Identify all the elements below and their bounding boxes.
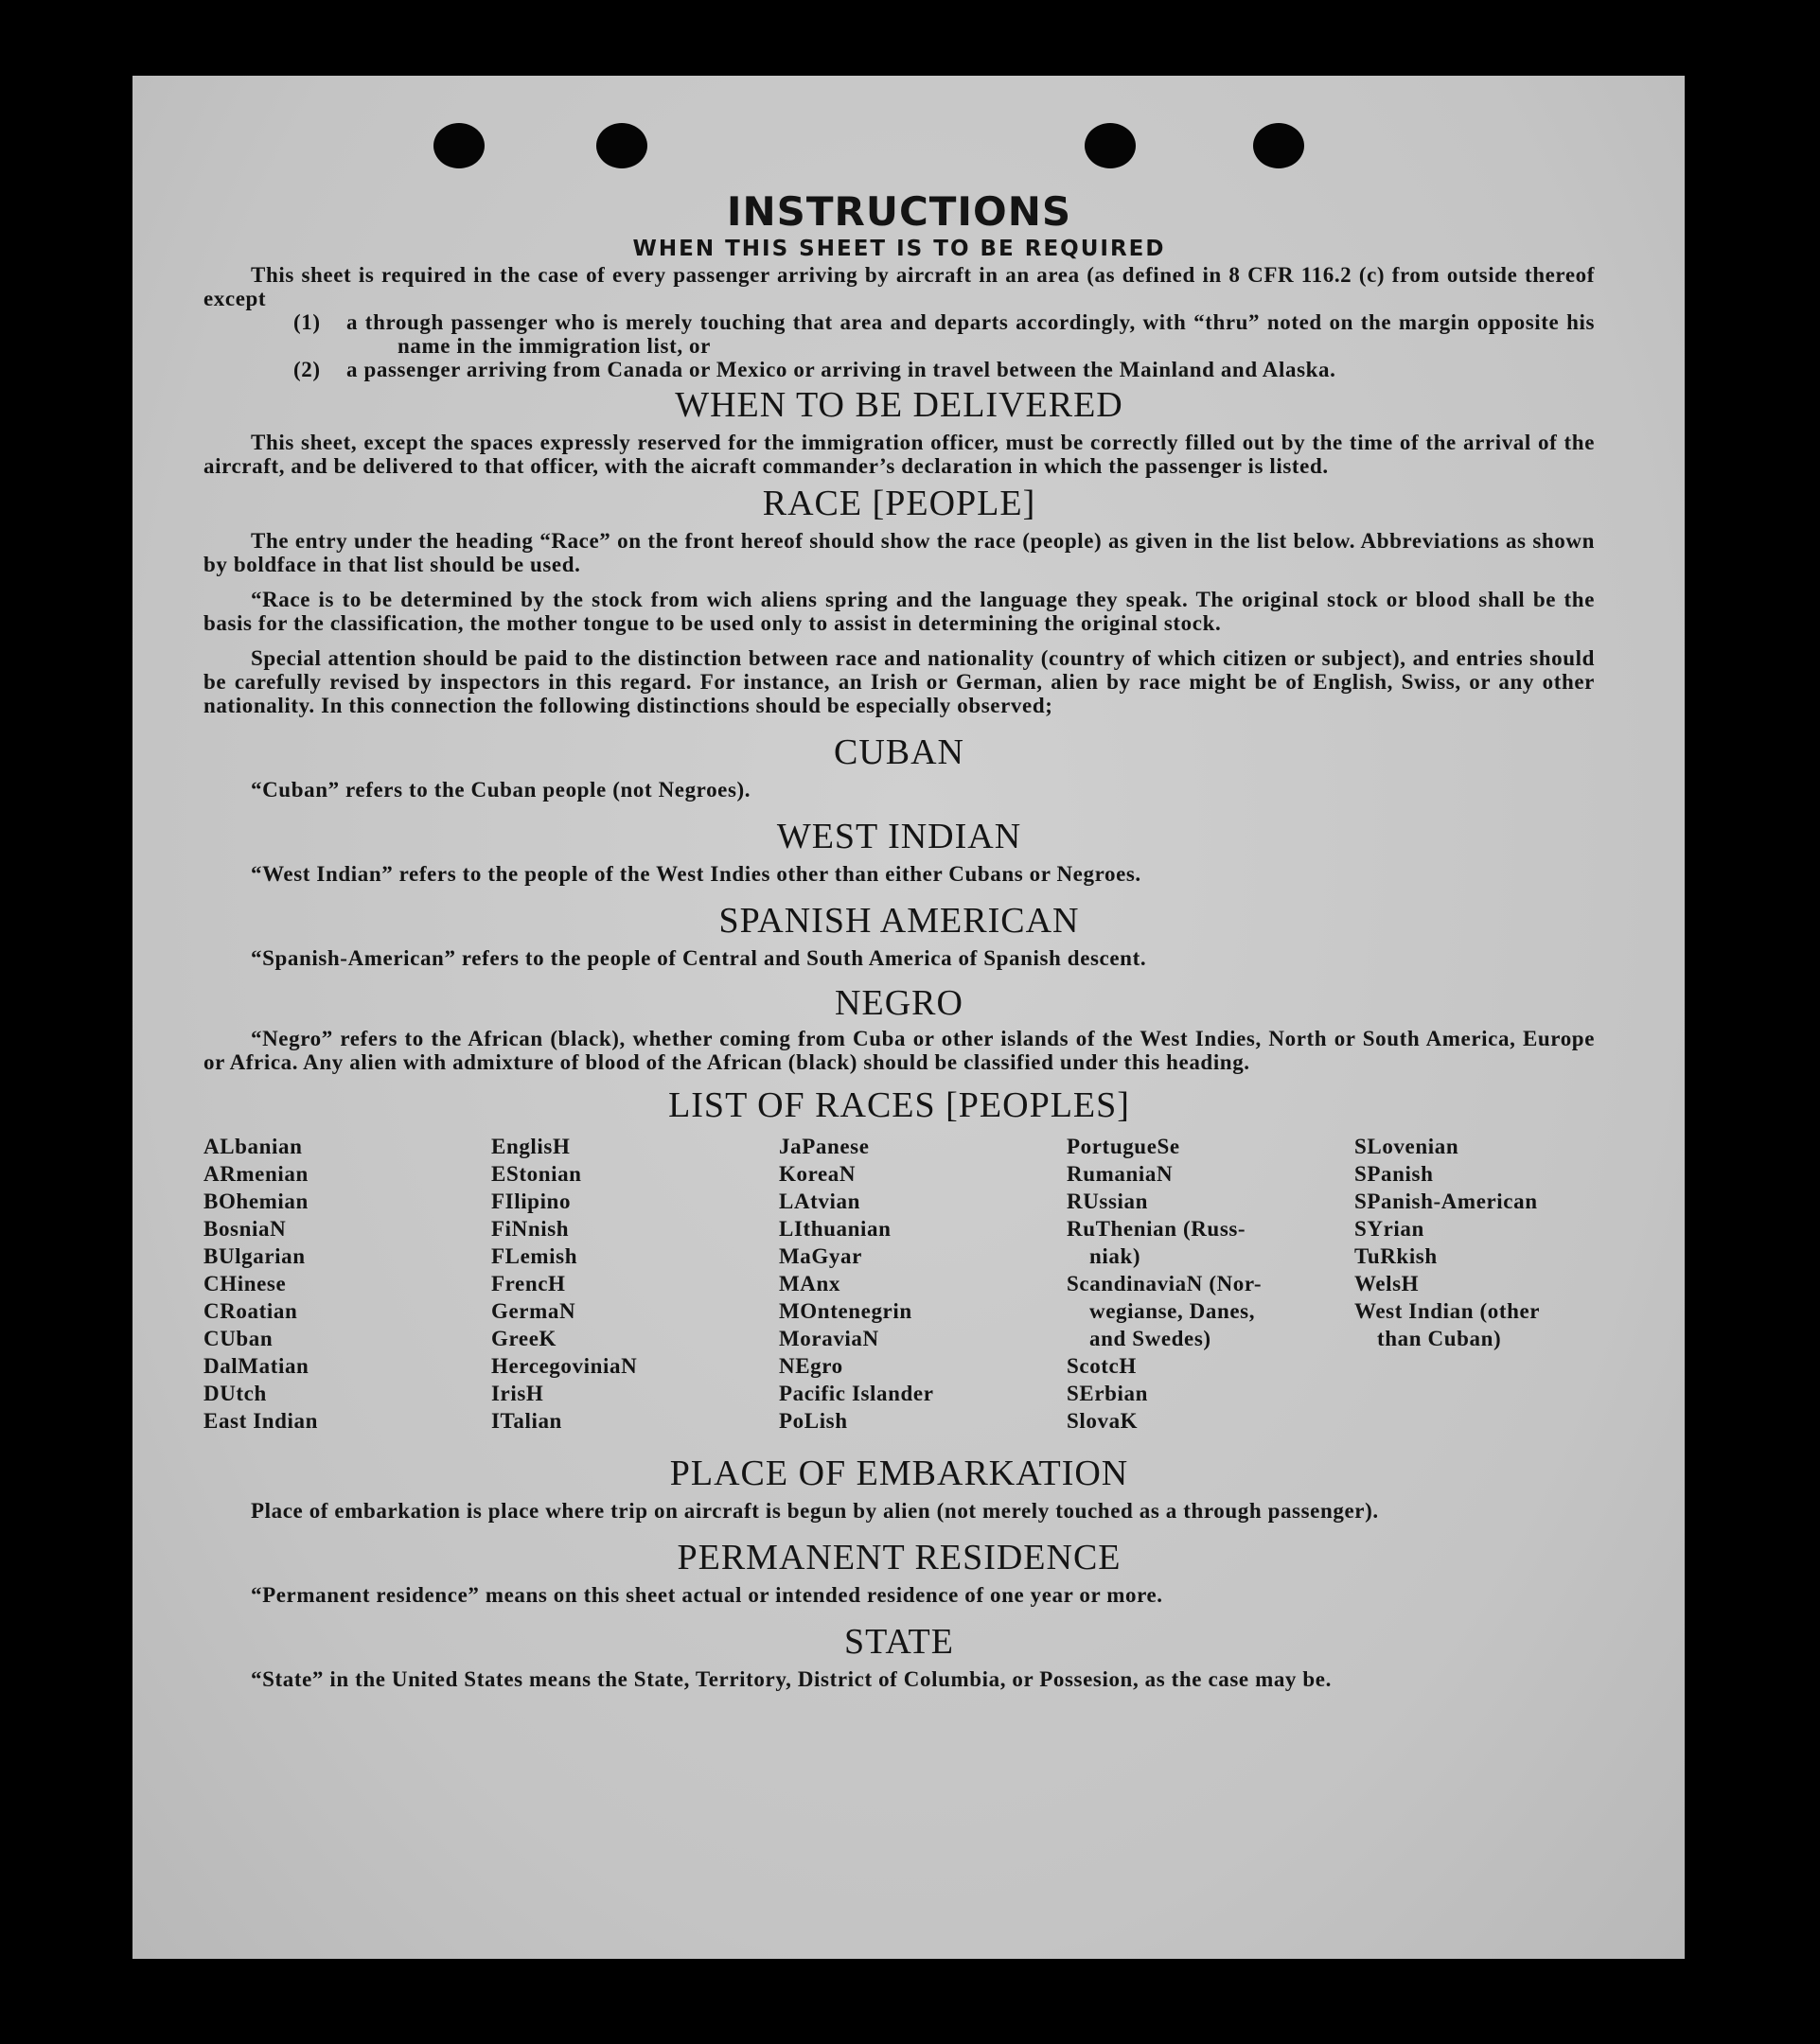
race-entry: SPanish-American [1354,1189,1538,1213]
race-entry: SErbian [1067,1382,1149,1405]
race-entry: BUlgarian [203,1244,306,1268]
race-entry: SPanish [1354,1162,1434,1186]
section-heading-spanish-american: SPANISH AMERICAN [718,901,1080,941]
race-entry: LAtvian [779,1189,860,1213]
race-entry: CHinese [203,1272,287,1295]
race-entry: JaPanese [779,1135,870,1158]
document-sheet [133,76,1685,1959]
race-entry: RumaniaN [1067,1162,1174,1186]
race-paragraph: Special attention should be paid to the distinction between race and nationality (country of which citizen or subject), and entries should be carefully revised by inspectors in this regard. For instance, an Irish or German, alien by race might be of English, Swiss, or any other nationality. In this connection the following distinctions should be especially observed; [203,646,1595,717]
section-heading-negro: NEGRO [835,983,963,1023]
race-entry: FrencH [491,1272,566,1295]
exception-item [203,358,1595,381]
race-entry: NEgro [779,1354,843,1378]
section-heading-delivered: WHEN TO BE DELIVERED [675,385,1123,425]
race-entry: DalMatian [203,1354,309,1378]
race-entry: Pacific Islander [779,1382,934,1405]
punch-hole [433,123,485,168]
race-paragraph: “Race is to be determined by the stock from wich aliens spring and the language they speak. The original stock or blood shall be the basis for the classification, the mother tongue to be used only to assist in determining the original stock. [203,588,1595,635]
section-heading-west-indian: WEST INDIAN [776,817,1022,856]
races-column [491,1133,779,1435]
race-entry: IrisH [491,1382,544,1405]
section-heading-cuban: CUBAN [833,732,965,772]
race-entry: PortugueSe [1067,1135,1180,1158]
cuban-text: “Cuban” refers to the Cuban people (not Negroes). [251,778,751,802]
race-entry: FLemish [491,1244,578,1268]
exception-item [203,310,1595,358]
spanish-american-text: “Spanish-American” refers to the people of Central and South America of Spanish descent. [251,946,1147,970]
race-entry: CUban [203,1327,274,1350]
race-paragraph: The entry under the heading “Race” on the front hereof should show the race (people) as given in the list below. Abbreviations as shown by boldface in that list should be used. [203,529,1595,576]
race-entry: ScandinaviaN (Nor- [1067,1272,1263,1295]
section-heading-required: WHEN THIS SHEET IS TO BE REQUIRED [632,237,1166,261]
race-entry: HercegoviniaN [491,1354,638,1378]
race-entry: SLovenian [1354,1135,1459,1158]
race-entry: BOhemian [203,1189,309,1213]
negro-text: “Negro” refers to the African (black), whether coming from Cuba or other islands of the West Indies, North or South America, Europe or Africa. Any alien with admixture of blood of the African (black) should be classified under this heading. [203,1027,1595,1074]
race-entry: FIlipino [491,1189,572,1213]
section-heading-residence: PERMANENT RESIDENCE [677,1538,1122,1577]
punch-hole [596,123,647,168]
race-entry: niak) [1089,1244,1141,1268]
embarkation-text: Place of embarkation is place where trip on aircraft is begun by alien (not merely touched as a through passenger). [251,1499,1379,1523]
race-entry: EStonian [491,1162,582,1186]
race-entry: GreeK [491,1327,557,1350]
punch-hole [1085,123,1136,168]
race-entry: TuRkish [1354,1244,1438,1268]
races-column [779,1133,1067,1435]
race-entry: FiNnish [491,1217,570,1241]
exception-text: a through passenger who is merely touching that area and departs accordingly, with “thru” noted on the margin opposite his name in the immigration list, or [346,310,1595,358]
race-entry: RuThenian (Russ- [1067,1217,1246,1241]
required-intro: This sheet is required in the case of every passenger arriving by aircraft in an area (as defined in 8 CFR 116.2 (c) from outside thereof except [203,263,1595,310]
race-entry: and Swedes) [1089,1327,1211,1350]
race-entry: KoreaN [779,1162,857,1186]
race-entry: wegianse, Danes, [1089,1299,1256,1323]
race-entry: LIthuanian [779,1217,892,1241]
race-entry: East Indian [203,1409,319,1433]
residence-text: “Permanent residence” means on this sheet actual or intended residence of one year or more. [251,1583,1163,1607]
race-entry: DUtch [203,1382,267,1405]
race-entry: ITalian [491,1409,562,1433]
race-entry: ALbanian [203,1135,303,1158]
races-column [203,1133,491,1435]
punch-hole [1253,123,1304,168]
race-entry: MOntenegrin [779,1299,912,1323]
page-title: INSTRUCTIONS [726,188,1072,235]
races-column [1354,1133,1600,1435]
exception-number: (2) [293,358,321,381]
section-heading-embarkation: PLACE OF EMBARKATION [669,1454,1129,1493]
race-entry: SYrian [1354,1217,1424,1241]
west-indian-text: “West Indian” refers to the people of the West Indies other than either Cubans or Negroes. [251,862,1141,886]
races-column [1067,1133,1354,1435]
race-entry: GermaN [491,1299,576,1323]
state-text: “State” in the United States means the State, Territory, District of Columbia, or Possesion, as the case may be. [251,1667,1332,1691]
race-entry: EnglisH [491,1135,571,1158]
section-heading-races-list: LIST OF RACES [PEOPLES] [668,1085,1130,1125]
race-entry: ScotcH [1067,1354,1137,1378]
race-entry: CRoatian [203,1299,298,1323]
race-entry: SlovaK [1067,1409,1139,1433]
race-entry: West Indian (other [1354,1299,1541,1323]
section-heading-state: STATE [844,1622,954,1662]
race-entry: ARmenian [203,1162,309,1186]
delivered-text: This sheet, except the spaces expressly reserved for the immigration officer, must be correctly filled out by the time of the arrival of the aircraft, and be delivered to that officer, with the aicraft commander’s declaration in which the passenger is listed. [203,431,1595,478]
race-entry: than Cuban) [1377,1327,1502,1350]
race-entry: MoraviaN [779,1327,879,1350]
race-entry: BosniaN [203,1217,287,1241]
exception-number: (1) [293,310,321,334]
race-entry: MaGyar [779,1244,862,1268]
race-entry: MAnx [779,1272,841,1295]
race-entry: RUssian [1067,1189,1149,1213]
instructions-content [203,189,1595,1691]
race-entry: PoLish [779,1409,848,1433]
exception-text: a passenger arriving from Canada or Mexico or arriving in travel between the Mainland and Alaska. [346,358,1336,381]
section-heading-race: RACE [PEOPLE] [762,484,1036,523]
races-list [203,1133,1595,1435]
race-entry: WelsH [1354,1272,1420,1295]
